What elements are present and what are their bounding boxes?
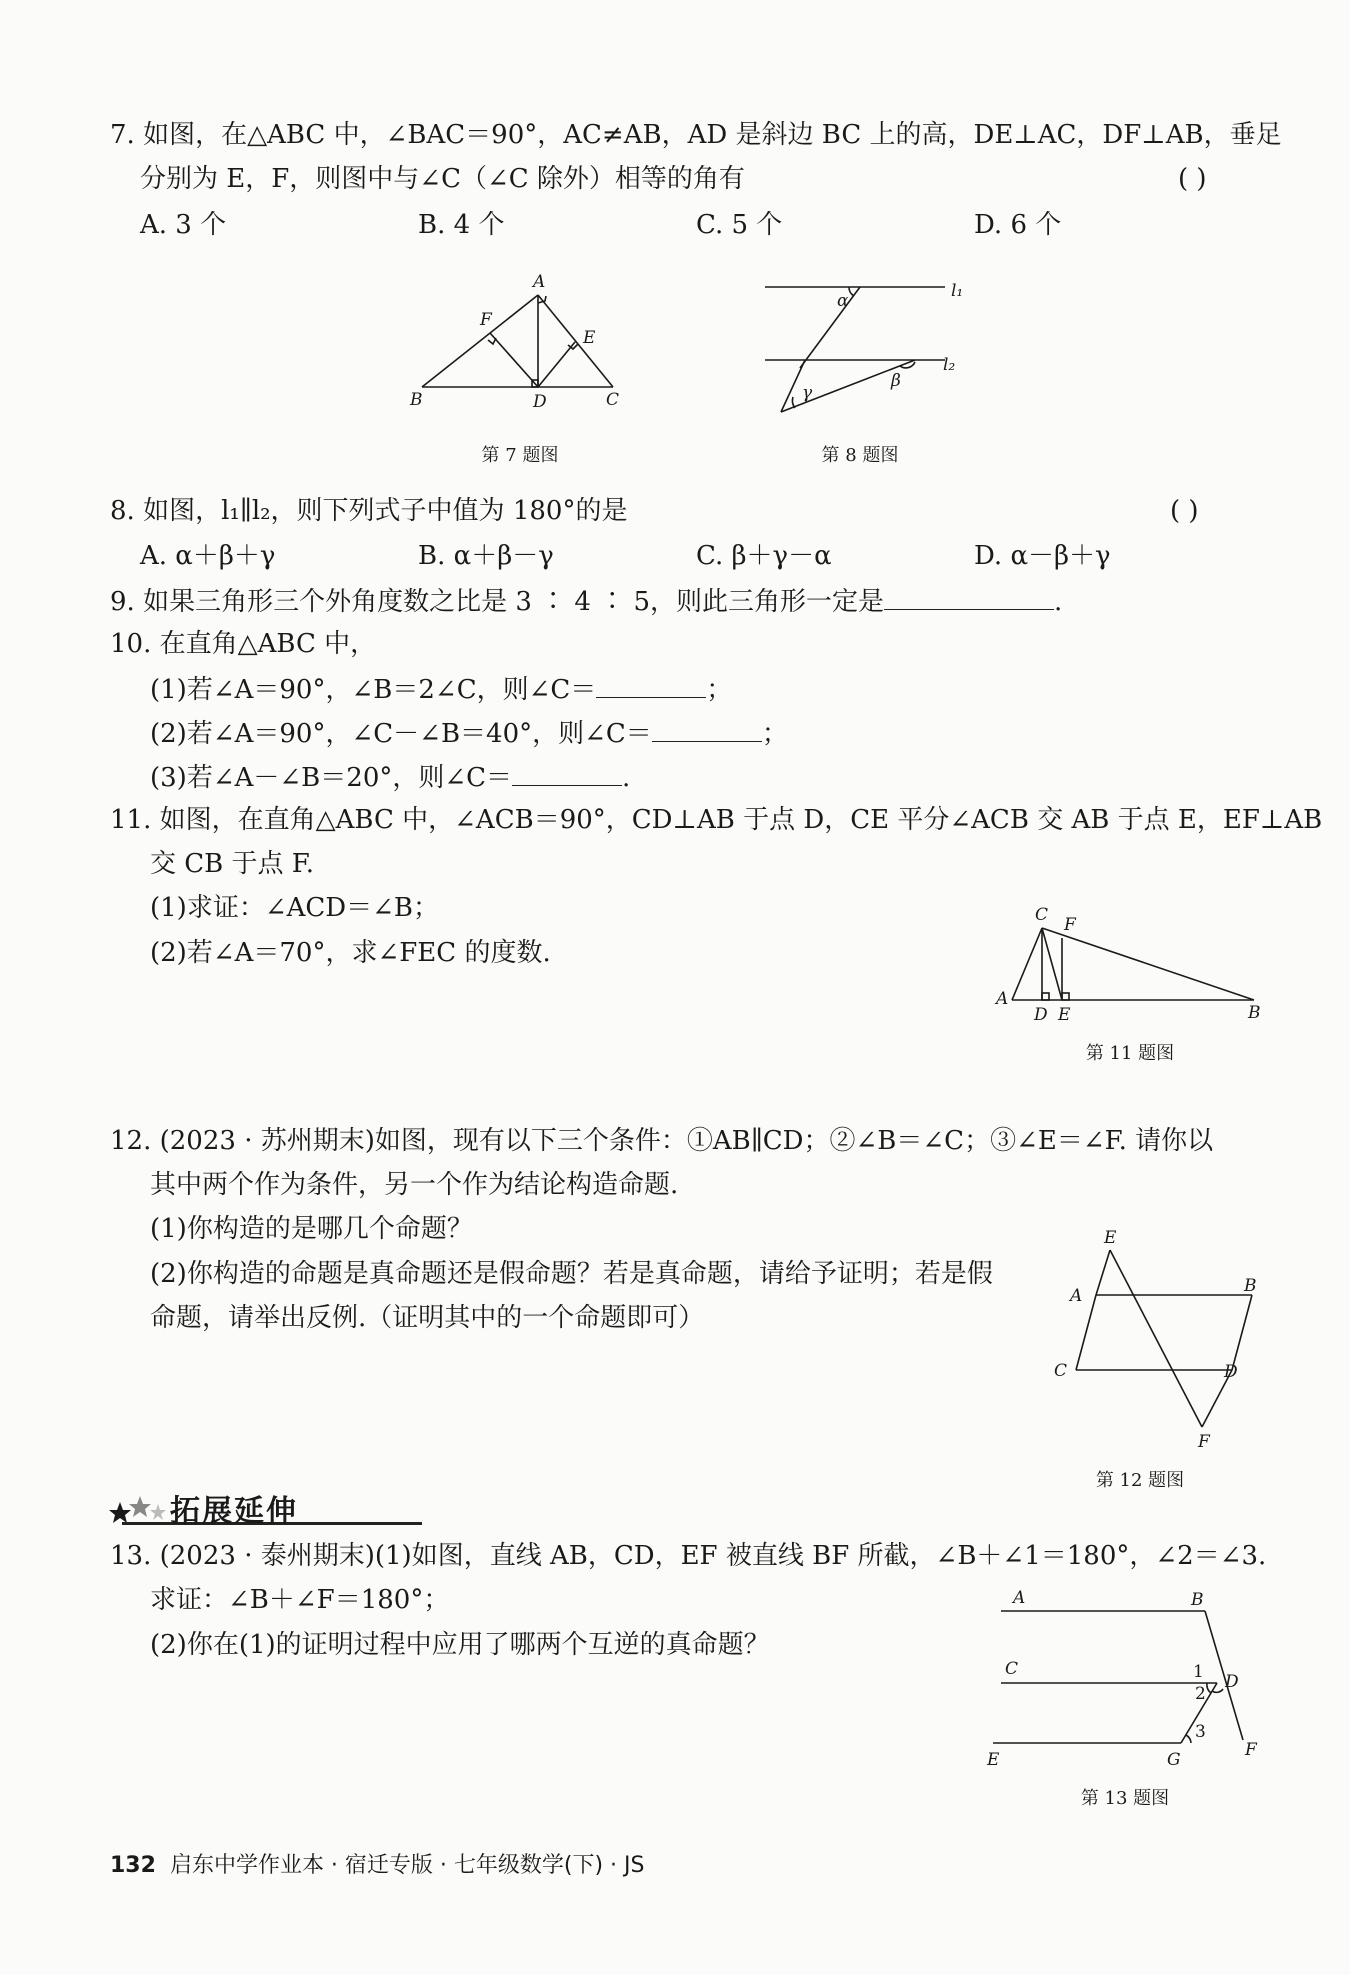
- q10-part-1: [150, 673, 732, 705]
- q8-answer-paren: ( ): [1170, 496, 1199, 526]
- q11-label-d: D: [1034, 1005, 1048, 1025]
- q12-part-2-line-1: (2)你构造的命题是真命题还是假命题？若是真命题，请给予证明；若是假: [150, 1259, 993, 1289]
- q11-label-f: F: [1064, 915, 1076, 935]
- figure-q11: [990, 900, 1270, 1025]
- q8-line-1: 8. 如图，l₁∥l₂，则下列式子中值为 180°的是: [110, 496, 628, 526]
- q10-part-2-text: (2)若∠A＝90°，∠C－∠B＝40°，则∠C＝: [150, 719, 652, 749]
- q13-label-e: E: [987, 1750, 1000, 1770]
- q8-label-l1: l₁: [951, 281, 964, 301]
- q11-label-a: A: [996, 989, 1009, 1009]
- q8-option-c: C. β＋γ－α: [696, 541, 832, 571]
- figure-q7: [400, 265, 640, 415]
- q10-part-3-end: .: [622, 763, 631, 793]
- footer-text: 启东中学作业本 · 宿迁专版 · 七年级数学(下) · JS: [169, 1853, 645, 1878]
- q13-part-2: (2)你在(1)的证明过程中应用了哪两个互逆的真命题？: [150, 1630, 770, 1660]
- figure-q12: [1040, 1215, 1280, 1455]
- q8-label-gamma: γ: [802, 383, 813, 403]
- q10-stem: 10. 在直角△ABC 中，: [110, 629, 377, 659]
- q8-option-a: A. α＋β＋γ: [140, 541, 276, 571]
- q13-label-b: B: [1191, 1590, 1204, 1610]
- q9-stem: 9. 如果三角形三个外角度数之比是 3 ∶ 4 ∶ 5，则此三角形一定是: [110, 587, 885, 617]
- q7-label-e: E: [583, 328, 596, 348]
- q12-label-e: E: [1104, 1228, 1117, 1248]
- q9-text: [110, 585, 1062, 617]
- q7-label-c: C: [606, 390, 620, 410]
- q12-caption: 第 12 题图: [1095, 1470, 1185, 1491]
- q11-label-c: C: [1035, 905, 1049, 925]
- q7-caption: 第 7 题图: [481, 445, 559, 466]
- q7-label-b: B: [410, 390, 423, 410]
- q10-part-3-blank[interactable]: [512, 761, 622, 786]
- q10-part-1-blank[interactable]: [596, 673, 706, 698]
- q7-option-c: C. 5 个: [696, 210, 783, 240]
- q13-caption: 第 13 题图: [1080, 1788, 1170, 1809]
- q10-part-1-text: (1)若∠A＝90°，∠B＝2∠C，则∠C＝: [150, 675, 597, 705]
- q10-part-2-end: ；: [761, 719, 788, 749]
- q12-label-d: D: [1224, 1362, 1238, 1382]
- q7-label-a: A: [533, 272, 546, 292]
- page-number: 132: [110, 1853, 156, 1878]
- q7-option-d: D. 6 个: [974, 210, 1062, 240]
- q11-label-b: B: [1248, 1003, 1261, 1023]
- q7-option-b: B. 4 个: [418, 210, 505, 240]
- figure-q13: [985, 1585, 1270, 1785]
- q10-part-2-blank[interactable]: [652, 717, 762, 742]
- q8-label-l2: l₂: [943, 355, 956, 375]
- q11-line-1: 11. 如图，在直角△ABC 中，∠ACB＝90°，CD⊥AB 于点 D，CE 平分∠ACB 交 AB 于点 E，EF⊥AB: [110, 805, 1323, 835]
- q11-caption: 第 11 题图: [1085, 1043, 1175, 1064]
- q8-label-beta: β: [891, 371, 901, 391]
- q7-line-2: 分别为 E，F，则图中与∠C（∠C 除外）相等的角有: [140, 164, 745, 194]
- q11-line-2: 交 CB 于点 F.: [150, 849, 315, 879]
- q10-part-1-end: ；: [706, 675, 733, 705]
- q7-label-d: D: [533, 392, 547, 412]
- q13-line-1: 13. (2023 · 泰州期末)(1)如图，直线 AB，CD，EF 被直线 BF 所截，∠B＋∠1＝180°，∠2＝∠3.: [110, 1541, 1267, 1571]
- section-title: 拓展延伸: [170, 1494, 298, 1529]
- q13-line-2: 求证：∠B＋∠F＝180°；: [150, 1585, 450, 1615]
- q12-part-2-line-2: 命题，请举出反例.（证明其中的一个命题即可）: [150, 1303, 705, 1333]
- q13-label-3: 3: [1195, 1722, 1206, 1742]
- q13-label-1: 1: [1193, 1662, 1204, 1682]
- q8-option-b: B. α＋β－γ: [418, 541, 554, 571]
- page-footer: [110, 1848, 645, 1879]
- q13-label-a: A: [1013, 1588, 1026, 1608]
- q12-line-2: 其中两个作为条件，另一个作为结论构造命题.: [150, 1170, 679, 1200]
- q11-part-2: (2)若∠A＝70°，求∠FEC 的度数.: [150, 938, 551, 968]
- q13-label-g: G: [1167, 1750, 1181, 1770]
- q12-label-f: F: [1198, 1432, 1210, 1452]
- q13-label-f: F: [1245, 1740, 1257, 1760]
- q10-part-3: [150, 761, 630, 793]
- q7-option-a: A. 3 个: [140, 210, 227, 240]
- q8-option-d: D. α－β＋γ: [974, 541, 1111, 571]
- q11-part-1: (1)求证：∠ACD＝∠B；: [150, 893, 440, 923]
- q8-caption: 第 8 题图: [821, 445, 899, 466]
- section-header: [108, 1484, 328, 1528]
- q12-line-1: 12. (2023 · 苏州期末)如图，现有以下三个条件：①AB∥CD；②∠B＝∠C；③∠E＝∠F. 请你以: [110, 1126, 1214, 1156]
- q10-part-3-text: (3)若∠A－∠B＝20°，则∠C＝: [150, 763, 513, 793]
- q13-label-c: C: [1005, 1659, 1019, 1679]
- q10-part-2: [150, 717, 788, 749]
- q8-label-alpha: α: [837, 291, 849, 311]
- q13-label-d: D: [1225, 1672, 1239, 1692]
- q7-label-f: F: [480, 310, 492, 330]
- figure-q8: [755, 270, 985, 420]
- q9-end: .: [1054, 587, 1063, 617]
- q11-label-e: E: [1058, 1005, 1071, 1025]
- q12-label-b: B: [1244, 1276, 1257, 1296]
- q12-label-c: C: [1054, 1361, 1068, 1381]
- q12-label-a: A: [1070, 1286, 1083, 1306]
- q9-answer-blank[interactable]: [884, 585, 1054, 610]
- q7-answer-paren: ( ): [1178, 164, 1207, 194]
- q12-part-1: (1)你构造的是哪几个命题？: [150, 1214, 473, 1244]
- q7-line-1: 7. 如图，在△ABC 中，∠BAC＝90°，AC≠AB，AD 是斜边 BC 上的高，DE⊥AC，DF⊥AB，垂足: [110, 120, 1282, 150]
- q13-label-2: 2: [1195, 1684, 1206, 1704]
